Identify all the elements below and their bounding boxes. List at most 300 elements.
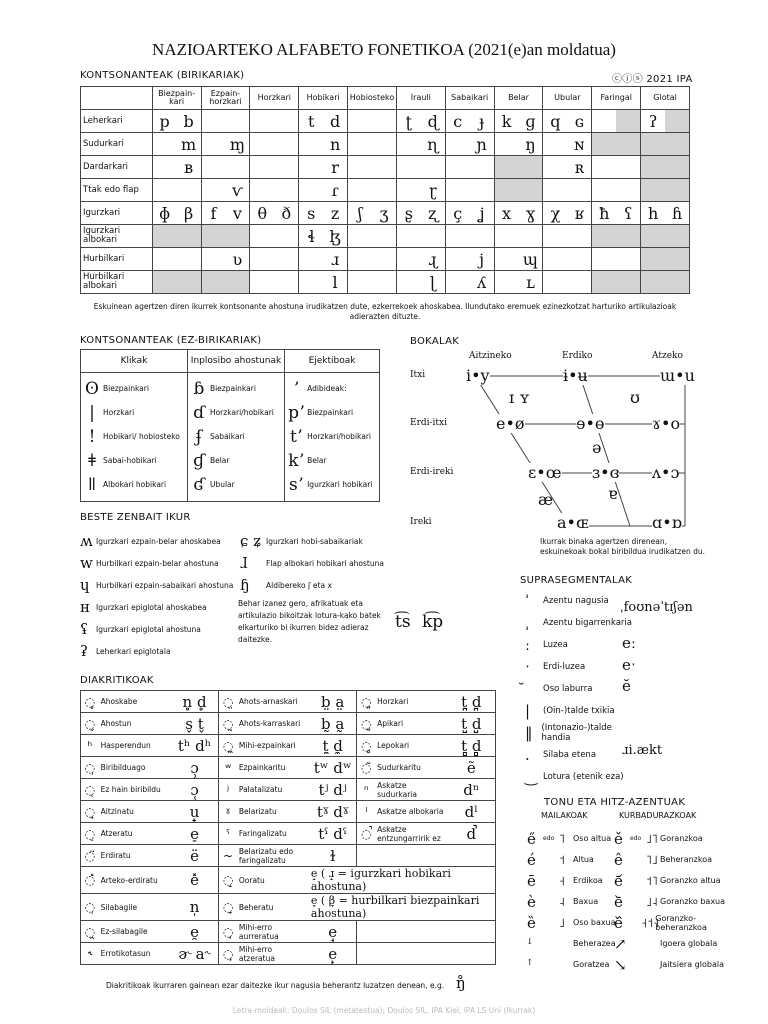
diacritic-label: Mihi-erro aurreratua (237, 921, 309, 943)
empty-cell (641, 271, 665, 294)
other-symbol-label: Igurzkari ezpain-belar ahoskabea (96, 536, 221, 546)
other-symbol-row (80, 618, 240, 640)
diacritic-label: Ahoskabe (99, 691, 171, 713)
empty-cell (665, 225, 689, 248)
ejectives-label: Belar (307, 456, 327, 465)
place-header: Biezpain-kari (152, 87, 201, 110)
clicks-label: Horzkari (103, 408, 135, 417)
empty-cell (543, 133, 567, 156)
empty-cell (641, 248, 665, 271)
tie-example-kp: k͡p (422, 612, 444, 632)
diacritic-label: Ahostun (99, 713, 171, 735)
diacritic-label: Palatalizatu (237, 779, 309, 801)
tone-symbol: e̋ (527, 829, 536, 848)
empty-cell (396, 271, 420, 294)
place-header: Ezpain-horzkari (201, 87, 250, 110)
diacritic-mark: ◌̯ (81, 921, 99, 943)
manner-row (81, 225, 690, 248)
ipa-symbol: ɳ (421, 133, 445, 156)
empty-cell (470, 156, 494, 179)
empty-cell (592, 110, 616, 133)
other-symbol-label: Igurzkari epiglotal ahostuna (96, 624, 201, 634)
empty-cell (299, 179, 323, 202)
ipa-symbol: ʁ (567, 202, 591, 225)
diacritic-row (81, 691, 496, 713)
empty-cell (250, 271, 274, 294)
ipa-symbol: ð (274, 202, 298, 225)
pulmonic-note: Eskuinean agertzen diren ikurrek kontsonante ahostuna irudikatzen dute, ezkerrekoek ahoskabea. Ilundutako eremuek ezinezkotzat harturiko artikulazioak adierazten dituzte. (93, 302, 677, 321)
clicks-row (84, 377, 184, 401)
ipa-symbol: ʈ (396, 110, 420, 133)
diacritic-mark: ◌̰ (219, 713, 237, 735)
tone-label: Oso baxua (573, 918, 616, 927)
empty-cell (616, 156, 640, 179)
empty-cell (396, 133, 420, 156)
diacritic-label: Arteko-erdiratu (99, 867, 171, 894)
empty-cell (494, 225, 518, 248)
vowel-trapezoid (400, 340, 700, 540)
page-title: NAZIOARTEKO ALFABETO FONETIKOA (2021(e)an moldatua) (152, 40, 616, 59)
tone-label: Goranzko baxua (660, 897, 726, 906)
empty-cell (616, 133, 640, 156)
diacritic-example: ẽ (448, 757, 496, 779)
diacritic-mark: ◌̽ (81, 867, 99, 894)
tone-symbol: é (527, 850, 536, 869)
other-symbol-label: Flap albokari hobikari ahostuna (266, 558, 384, 568)
diacritic-row (81, 845, 496, 867)
ejectives-row (288, 377, 376, 401)
supra-heading: SUPRASEGMENTALAK (520, 575, 633, 586)
empty-cell (274, 133, 298, 156)
tone-label: Goratzea (573, 960, 610, 969)
diacritic-label: Atzeratu (99, 823, 171, 845)
empty-cell (250, 225, 274, 248)
ipa-symbol: s (299, 202, 323, 225)
clicks-row (84, 473, 184, 497)
tone-symbol: ↘ (614, 955, 627, 974)
ipa-symbol: ɟ (470, 110, 494, 133)
ipa-symbol: ŋ (519, 133, 543, 156)
empty-cell (445, 271, 469, 294)
pulmonic-consonant-table (80, 86, 690, 294)
empty-cell (567, 248, 591, 271)
tone-label: Goranzkoa (660, 834, 703, 843)
empty-cell (396, 248, 420, 271)
ipa-symbol: ɾ (323, 179, 347, 202)
diacritic-mark: ◌̺ (357, 713, 375, 735)
diacritic-mark: ~ (219, 845, 237, 867)
ipa-symbol: β (177, 202, 201, 225)
pulmonic-heading: KONTSONANTEAK (BIRIKARIAK) (80, 70, 245, 81)
implosives-row (191, 377, 281, 401)
diacritic-label: Ez-silabagile (99, 921, 171, 943)
nonpulmonic-table (80, 349, 380, 502)
vowel-nearclose-front: ɪ ʏ (509, 388, 530, 407)
ejectives-label: Igurzkari hobikari (307, 480, 373, 489)
vowel-col-central: Erdiko (562, 351, 593, 361)
empty-cell (616, 248, 640, 271)
diacritic-label: Errotikotasun (99, 943, 171, 965)
diacritic-label: Askatze albokaria (375, 801, 447, 823)
other-symbol-row (240, 574, 400, 596)
ipa-symbol: ʀ (567, 156, 591, 179)
clicks-row (84, 449, 184, 473)
other-symbols-left (80, 530, 240, 662)
implosives-label: Sabaikari (209, 432, 245, 441)
vowel-open-back: ɑ•ɒ (652, 513, 682, 532)
diacritic-label: Faringalizatu (237, 823, 309, 845)
tone-symbol: ꜛ (527, 955, 533, 974)
tone-row (614, 849, 734, 870)
ejectives-symbol: kʼ (288, 451, 304, 471)
empty-cell (250, 110, 274, 133)
vowel-col-back: Atzeko (652, 351, 683, 361)
diacritic-label: Ahots-karraskari (237, 713, 309, 735)
corner-cell (81, 87, 153, 110)
diacritic-mark: ◌̞ (219, 894, 237, 921)
license-label: ⓒⓘⓢ 2021 IPA (612, 74, 693, 85)
ipa-symbol: ɰ (519, 248, 543, 271)
other-symbol-label: Igurzkari epiglotal ahoskabea (96, 602, 207, 612)
manner-label: Sudurkari (81, 133, 153, 156)
diacritic-label: Erdiratu (99, 845, 171, 867)
empty-cell (519, 156, 543, 179)
diacritic-mark: ˞ (81, 943, 99, 965)
vowel-note: Ikurrak binaka agertzen direnean, eskuinekoak bokal biribildua irudikatzen du. (540, 537, 705, 556)
ipa-symbol: ʕ (616, 202, 640, 225)
manner-row (81, 248, 690, 271)
tone-letter: ˨ (559, 894, 565, 909)
empty-cell (494, 179, 518, 202)
diacritic-example: n̩ (171, 894, 219, 921)
ejectives-row (288, 401, 376, 425)
diacritic-example: t̻ d̻ (448, 735, 496, 757)
diacritic-example: dˡ (448, 801, 496, 823)
ipa-symbol: ɡ (519, 110, 543, 133)
ipa-symbol: d (323, 110, 347, 133)
vowel-nearopen-front: æ (538, 490, 554, 509)
supra-symbol (525, 680, 543, 698)
diacritic-label: Biribilduago (99, 757, 171, 779)
empty-cell (445, 179, 469, 202)
supra-list (525, 590, 635, 788)
empty-cell (274, 156, 298, 179)
empty-cell (396, 225, 420, 248)
tone-letter: ˩˥ (646, 831, 658, 846)
diacritic-row (81, 713, 496, 735)
diacritic-example: e̘ (309, 921, 357, 943)
empty-cell (543, 248, 567, 271)
ejectives-symbol: sʼ (289, 475, 304, 495)
ipa-symbol: ʟ (519, 271, 543, 294)
implosives-symbol: ʄ (195, 427, 203, 447)
ejectives-symbol: tʼ (289, 427, 303, 447)
place-header: Faringal (592, 87, 641, 110)
tones-contour-list (614, 828, 734, 975)
other-symbol-label: Igurzkari hobi-sabaikariak (266, 536, 363, 546)
diacritic-mark: ◌̝ (219, 867, 237, 894)
tones-heading: TONU ETA HITZ-AZENTUAK (544, 797, 686, 808)
diacritic-row (81, 735, 496, 757)
vowel-openmid-central: ɜ•ɞ (592, 463, 620, 482)
ipa-symbol: ʃ (348, 202, 372, 225)
ejectives-row (288, 449, 376, 473)
supra-halflong-example: eˑ (622, 656, 636, 674)
empty-cell (494, 271, 518, 294)
diacritic-example: ɫ (309, 845, 357, 867)
diacritic-example: n̥ d̥ (171, 691, 219, 713)
empty-cell (616, 110, 640, 133)
ipa-symbol: x (494, 202, 518, 225)
supra-label: Erdi-luzea (543, 662, 586, 672)
empty-cell (152, 133, 176, 156)
empty-cell (665, 156, 689, 179)
vowel-closemid-front: e•ø (496, 414, 525, 433)
empty-cell (494, 156, 518, 179)
supra-label: Azentu bigarrenkaria (543, 618, 632, 628)
ipa-symbol: r (323, 156, 347, 179)
other-symbols-heading: BESTE ZENBAIT IKUR (80, 512, 191, 523)
empty-cell (519, 179, 543, 202)
diacritic-example: ë (171, 845, 219, 867)
ipa-symbol: m (177, 133, 201, 156)
empty-cell (372, 156, 396, 179)
empty-cell (616, 225, 640, 248)
tone-row (614, 828, 734, 849)
empty-cell (543, 156, 567, 179)
empty-cell (665, 110, 689, 133)
ipa-symbol: ʒ (372, 202, 396, 225)
diacritic-example: e̝ ( ɹ̝ = igurzkari hobikari ahostuna) (309, 867, 496, 894)
ipa-symbol: p (152, 110, 176, 133)
tone-row (614, 870, 734, 891)
implosives-row (191, 425, 281, 449)
diacritic-label: Ez hain biribildu (99, 779, 171, 801)
place-header: Horzkari (250, 87, 299, 110)
place-header: Glotal (641, 87, 690, 110)
manner-row (81, 202, 690, 225)
diacritic-label (375, 943, 447, 965)
empty-cell (567, 271, 591, 294)
diacritic-mark: ʷ (219, 757, 237, 779)
implosives-symbol: ɓ (193, 379, 205, 399)
empty-cell (567, 225, 591, 248)
empty-cell (250, 133, 274, 156)
vowel-close-front: i•y (466, 366, 490, 385)
clicks-symbol: ǁ (87, 475, 97, 495)
diacritic-mark: ◌̹ (81, 757, 99, 779)
diacritic-mark: ◌̩ (81, 894, 99, 921)
empty-cell (201, 248, 225, 271)
empty-cell (177, 248, 201, 271)
tone-row (527, 912, 617, 933)
implosives-symbol: ɗ (193, 403, 205, 423)
empty-cell (494, 248, 518, 271)
empty-cell (152, 179, 176, 202)
implosives-symbol: ɠ (193, 451, 205, 471)
tone-letter: ˦˥ (646, 873, 658, 888)
tone-or: edo (630, 835, 642, 842)
other-symbol: ɺ (240, 554, 248, 572)
empty-cell (201, 271, 225, 294)
other-symbol-label: Hurbilkari ezpain-sabaikari ahostuna (96, 580, 234, 590)
supra-row (525, 766, 635, 788)
diacritic-mark: ◌̈ (81, 845, 99, 867)
diacritic-mark: ◌̠ (81, 823, 99, 845)
ipa-symbol: f (201, 202, 225, 225)
tone-label: Baxua (573, 897, 599, 906)
diacritic-row (81, 867, 496, 894)
tone-letter: ˩˨ (646, 894, 658, 909)
other-symbol: ɥ (80, 576, 90, 594)
manner-label: Hurbilkari (81, 248, 153, 271)
empty-cell (445, 225, 469, 248)
diacritic-example (448, 845, 496, 867)
diacritic-label: Hasperendun (99, 735, 171, 757)
tone-row (614, 954, 734, 975)
vowel-closemid-central: ɘ•ɵ (576, 414, 605, 433)
empty-cell (592, 271, 616, 294)
implosives-label: Belar (209, 456, 230, 465)
tone-label: Igoera globala (660, 939, 718, 948)
tone-letter: ˥ (559, 831, 565, 846)
manner-row (81, 179, 690, 202)
diacritic-mark (357, 921, 375, 943)
clicks-row (84, 401, 184, 425)
other-symbol: ʜ (80, 598, 90, 616)
diacritic-mark: ◌̘ (219, 921, 237, 943)
empty-cell (372, 248, 396, 271)
supra-label: (Intonazio-)talde handia (541, 723, 612, 743)
diacritic-row (81, 823, 496, 845)
supra-row (525, 744, 635, 766)
empty-cell (201, 110, 225, 133)
vowel-close-back: ɯ•u (660, 366, 695, 385)
clicks-label: Hobikari/ hobiosteko (103, 432, 180, 441)
tone-label: Goranzko-beheranzkoa (655, 913, 707, 932)
empty-cell (567, 179, 591, 202)
diacritic-example: b̰ a̰ (309, 713, 357, 735)
diacritic-example (448, 921, 496, 943)
diacritics-table (80, 690, 496, 965)
tone-symbol: e᷄ (614, 871, 623, 890)
tone-symbol: ě (614, 829, 623, 848)
diacritic-row (81, 757, 496, 779)
empty-cell (396, 156, 420, 179)
place-header: Irauli (396, 87, 445, 110)
ipa-symbol: ħ (592, 202, 616, 225)
empty-cell (665, 271, 689, 294)
place-header: Hobikari (299, 87, 348, 110)
empty-cell (616, 179, 640, 202)
empty-cell (543, 179, 567, 202)
place-header: Hobiosteko (348, 87, 397, 110)
diacritic-example: u̟ (171, 801, 219, 823)
nonpulmonic-heading: KONTSONANTEAK (EZ-BIRIKARIAK) (80, 335, 262, 346)
empty-cell (543, 271, 567, 294)
clicks-symbol: ʘ (85, 379, 99, 399)
diacritic-label: Mihi-ezpainkari (237, 735, 309, 757)
place-header: Sabaikari (445, 87, 494, 110)
ipa-symbol: ʝ (470, 202, 494, 225)
supra-symbol: ˌ (525, 614, 530, 632)
tone-label: Beherazea (573, 939, 616, 948)
empty-cell (348, 271, 372, 294)
ejectives-row (288, 425, 376, 449)
tone-letter: ˦ (559, 852, 565, 867)
tone-label: Erdikoa (573, 876, 603, 885)
ejectives-row (288, 473, 376, 497)
manner-row (81, 271, 690, 294)
diacritic-example: ɔ̹ (171, 757, 219, 779)
diacritic-label: Sudurkaritu (375, 757, 447, 779)
ipa-symbol: ʐ (421, 202, 445, 225)
empty-cell (250, 179, 274, 202)
vowel-openmid-back: ʌ•ɔ (652, 463, 680, 482)
empty-cell (616, 271, 640, 294)
diacritic-label: Horzkari (375, 691, 447, 713)
diacritic-mark: ◌̙ (219, 943, 237, 965)
clicks-label: Albokari hobikari (103, 480, 167, 489)
supra-symbol: | (525, 702, 531, 720)
diacritic-label: Apikari (375, 713, 447, 735)
diacritic-mark: ◌̜ (81, 779, 99, 801)
supra-label: Oso laburra (543, 684, 593, 694)
tone-row (614, 891, 734, 912)
supra-stress-example: ˌfoʊnəˈtɪʃən (620, 600, 693, 615)
implosives-row (191, 473, 281, 497)
tone-symbol: e᷅ (614, 892, 623, 911)
diacritic-label: Mihi-erro atzeratua (237, 943, 309, 965)
tone-symbol: ê (614, 850, 623, 869)
clicks-symbol: | (89, 403, 95, 423)
other-symbol: ɕ ʑ (240, 532, 262, 550)
tone-label: Goranzko altua (660, 876, 721, 885)
supra-symbol: ˈ (525, 592, 530, 610)
ipa-symbol: ʋ (225, 248, 249, 271)
supra-label: Lotura (etenik eza) (543, 772, 624, 782)
supra-label: Azentu nagusia (543, 596, 609, 606)
ipa-symbol: ɦ (665, 202, 689, 225)
other-symbol-label: Hurbilkari ezpain-belar ahostuna (96, 558, 219, 568)
tone-row (527, 828, 617, 849)
supra-symbol: . (525, 746, 530, 764)
empty-cell (372, 225, 396, 248)
supra-row (525, 678, 635, 700)
vowel-row-close: Itxi (410, 370, 426, 380)
tone-row (614, 933, 734, 954)
ipa-symbol: ɮ (323, 225, 347, 248)
supra-row (525, 700, 635, 722)
diacritic-label: Ahots-arnaskari (237, 691, 309, 713)
ejectives-header: Ejektiboak (285, 350, 380, 373)
tone-row (527, 954, 617, 975)
supra-symbol: ‖ (525, 724, 533, 742)
other-symbol: ʡ (80, 642, 89, 660)
tone-letter: ˩ (559, 915, 565, 930)
other-symbol-row (80, 530, 240, 552)
diacritic-example: tʲ dʲ (309, 779, 357, 801)
empty-cell (177, 179, 201, 202)
empty-cell (665, 248, 689, 271)
empty-cell (396, 179, 420, 202)
empty-cell (348, 248, 372, 271)
empty-cell (201, 225, 225, 248)
tone-label: Jaitsiera globala (660, 960, 724, 969)
diacritic-example (448, 943, 496, 965)
diacritic-example: tˤ dˤ (309, 823, 357, 845)
tones-contour-heading: KURBADURAZKOAK (619, 811, 697, 820)
